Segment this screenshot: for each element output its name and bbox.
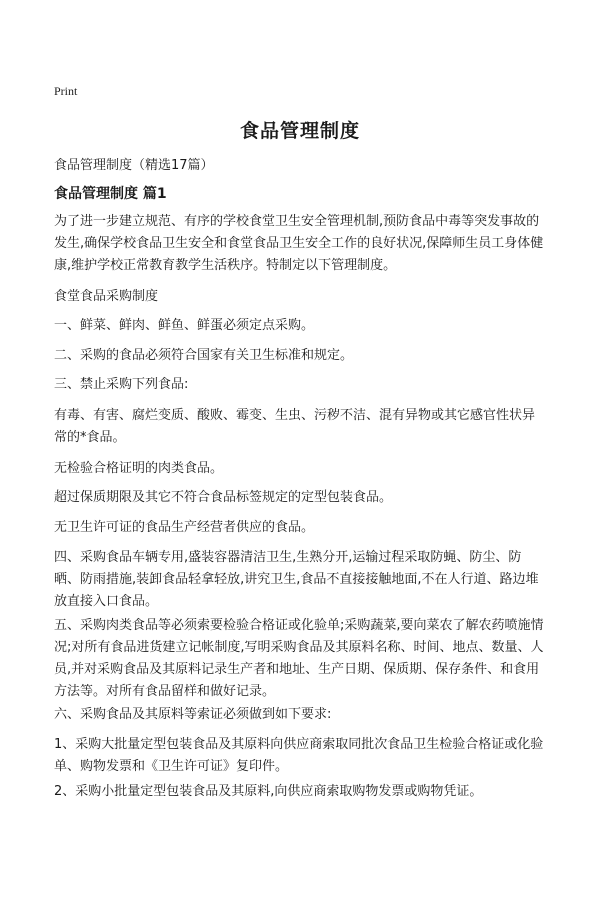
paragraph: 食堂食品采购制度 — [54, 289, 159, 304]
paragraph: 有毒、有害、腐烂变质、酸败、霉变、生虫、污秽不洁、混有异物或其它感官性状异常的*食品。 — [54, 408, 536, 445]
paragraph: 为了进一步建立规范、有序的学校食堂卫生安全管理机制,预防食品中毒等突发事故的发生,确保学校食品卫生安全和食堂食品卫生安全工作的良好状况,保障师生员工身体健康,维护学校正常教育教学生活秩序。特制定以下管理制度。 — [54, 214, 544, 273]
document-subtitle: 食品管理制度（精选17篇） — [54, 158, 214, 173]
section-heading: 食品管理制度 篇1 — [54, 186, 167, 202]
paragraph: 二、采购的食品必须符合国家有关卫生标准和规定。 — [54, 348, 354, 363]
paragraph: 无卫生许可证的食品生产经营者供应的食品。 — [54, 520, 315, 535]
print-label: Print — [54, 84, 78, 98]
paragraph: 无检验合格证明的肉类食品。 — [54, 461, 224, 476]
paragraph: 五、采购肉类食品等必须索要检验合格证或化验单;采购蔬菜,要向菜农了解农药喷施情况;对所有食品进货建立记帐制度,写明采购食品及其原料名称、时间、地点、数量、人员,并对采购食品及其原料记录生产者和地址、生产日期、保质期、保存条件、和食用方法等。对所有食品留样和做好记录。 — [54, 618, 544, 699]
paragraph: 三、禁止采购下列食品: — [54, 377, 189, 392]
paragraph: 六、采购食品及其原料等索证必须做到如下要求: — [54, 707, 332, 722]
document-title: 食品管理制度 — [239, 120, 360, 142]
paragraph: 1、采购大批量定型包装食品及其原料向供应商索取同批次食品卫生检验合格证或化验单、购物发票和《卫生许可证》复印件。 — [54, 737, 544, 774]
paragraph: 四、采购食品车辆专用,盛装容器清洁卫生,生熟分开,运输过程采取防蝇、防尘、防晒、防雨措施,装卸食品轻拿轻放,讲究卫生,食品不直接接触地面,不在人行道、路边堆放直接入口食品。 — [54, 550, 539, 609]
paragraph: 一、鲜菜、鲜肉、鲜鱼、鲜蛋必须定点采购。 — [54, 318, 315, 333]
paragraph: 超过保质期限及其它不符合食品标签规定的定型包装食品。 — [54, 490, 393, 505]
paragraph: 2、采购小批量定型包装食品及其原料,向供应商索取购物发票或购物凭证。 — [54, 784, 483, 799]
